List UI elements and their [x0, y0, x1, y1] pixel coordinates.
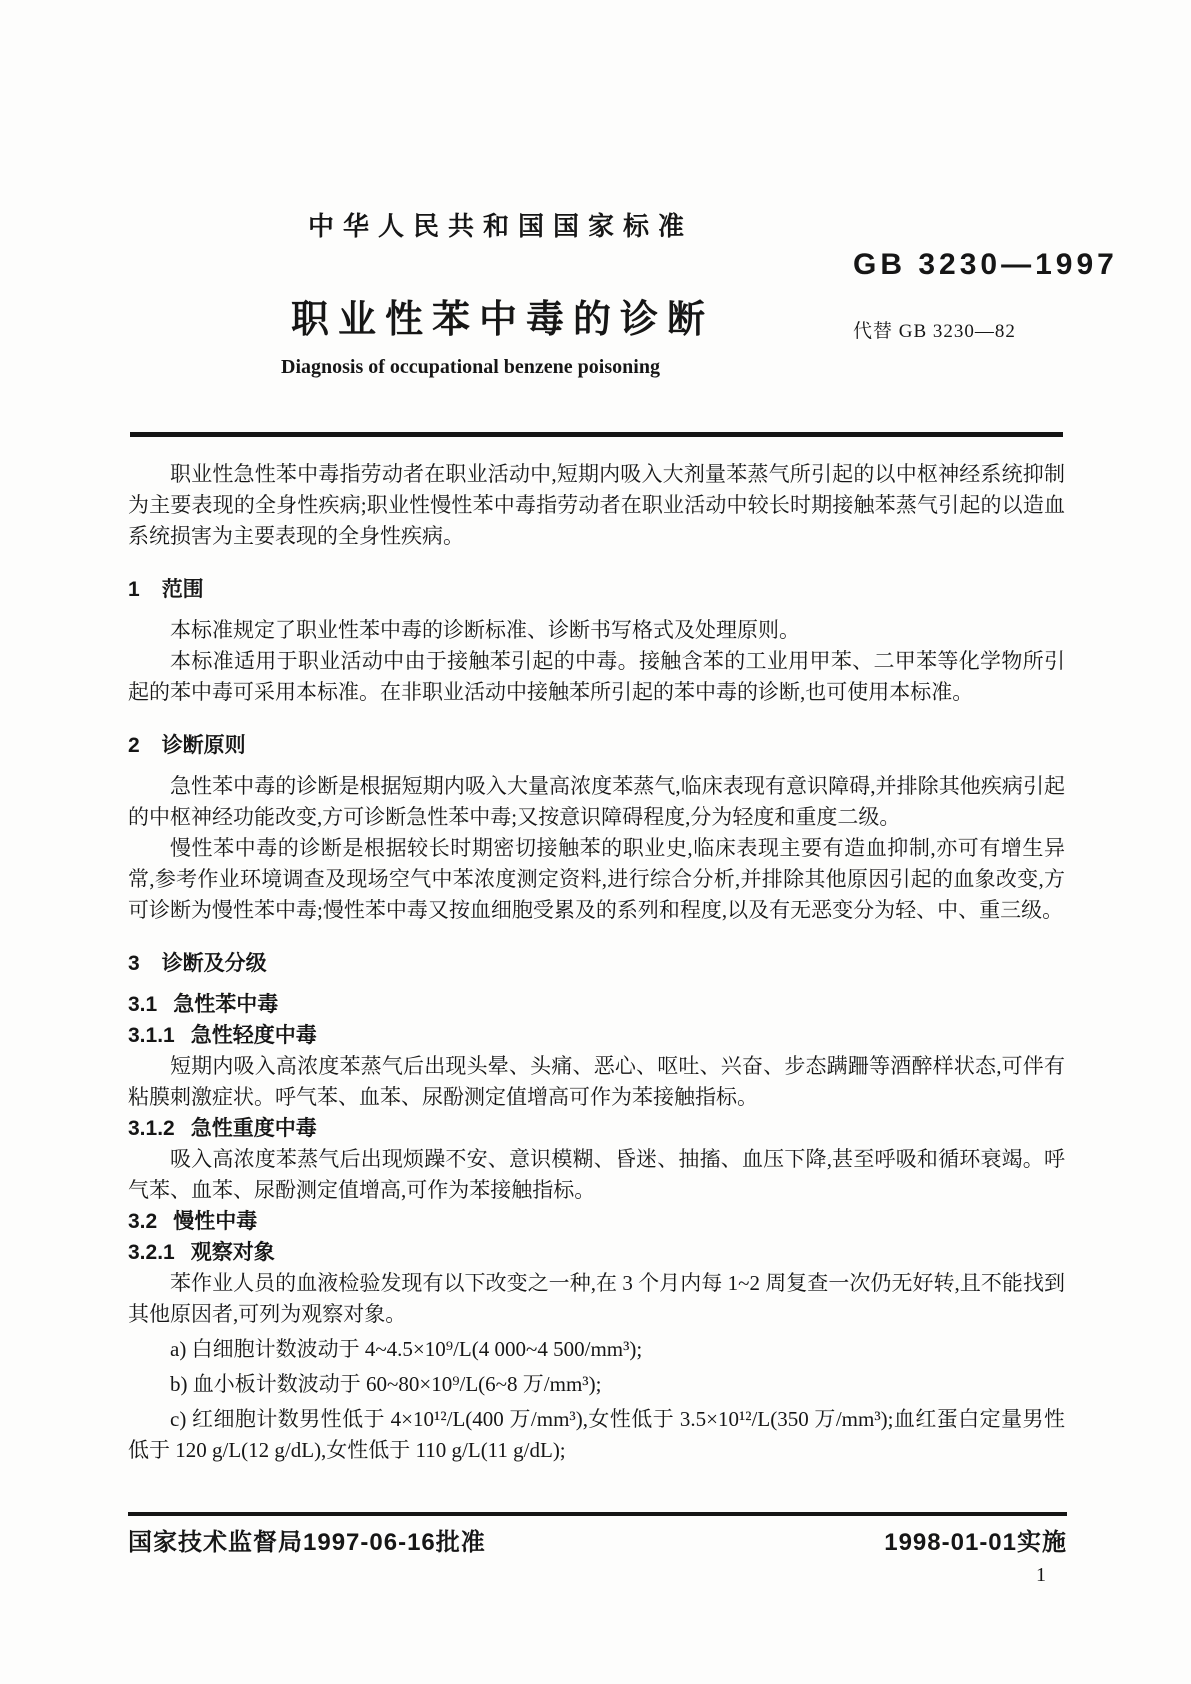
section-3-1-2-number: 3.1.2: [128, 1117, 175, 1140]
document-body: [128, 459, 1065, 1466]
section-3-2-1-heading: [128, 1237, 1065, 1268]
section-3-1-heading: [128, 989, 1065, 1020]
section-3-2-1-title: 观察对象: [190, 1241, 275, 1264]
section-3-2-title: 慢性中毒: [173, 1210, 258, 1233]
section-3-1-2-paragraph: 吸入高浓度苯蒸气后出现烦躁不安、意识模糊、昏迷、抽搐、血压下降,甚至呼吸和循环衰竭。呼气苯、血苯、尿酚测定值增高,可作为苯接触指标。: [128, 1147, 1065, 1202]
section-3-number: 3: [128, 952, 140, 975]
intro-paragraph: 职业性急性苯中毒指劳动者在职业活动中,短期内吸入大剂量苯蒸气所引起的以中枢神经系统抑制为主要表现的全身性疾病;职业性慢性苯中毒指劳动者在职业活动中较长时期接触苯蒸气引起的以造血系统损害为主要表现的全身性疾病。: [128, 462, 1065, 548]
section-2-number: 2: [128, 734, 140, 757]
section-3-1-number: 3.1: [128, 993, 158, 1016]
footer-effective-date: 1998-01-01实施: [884, 1529, 1067, 1556]
header-divider: [130, 432, 1063, 437]
section-1-heading: [128, 574, 1065, 605]
section-3-title: 诊断及分级: [161, 952, 267, 975]
standard-code: GB 3230—1997: [853, 248, 1118, 281]
section-3-1-title: 急性苯中毒: [173, 993, 279, 1016]
section-3-2-1-paragraph: 苯作业人员的血液检验发现有以下改变之一种,在 3 个月内每 1~2 周复查一次仍无好转,且不能找到其他原因者,可列为观察对象。: [128, 1271, 1065, 1326]
section-3-1-1-title: 急性轻度中毒: [190, 1024, 317, 1047]
footer-approval-note: 国家技术监督局1997-06-16批准: [128, 1529, 486, 1556]
footer-divider: [128, 1512, 1067, 1516]
document-title-en: Diagnosis of occupational benzene poisoning: [281, 356, 660, 378]
document-title-zh: 职业性苯中毒的诊断: [291, 299, 715, 341]
section-3-2-heading: [128, 1206, 1065, 1237]
list-item-c: c) 红细胞计数男性低于 4×10¹²/L(400 万/mm³),女性低于 3.5×10¹²/L(350 万/mm³);血红蛋白定量男性低于 120 g/L(12 g/dL),女性低于 110 g/L(11 g/dL);: [128, 1407, 1065, 1462]
section-2-paragraph-2: 慢性苯中毒的诊断是根据较长时期密切接触苯的职业史,临床表现主要有造血抑制,亦可有增生异常,参考作业环境调查及现场空气中苯浓度测定资料,进行综合分析,并排除其他原因引起的血象改变,方可诊断为慢性苯中毒;慢性苯中毒又按血细胞受累及的系列和程度,以及有无恶变分为轻、中、重三级。: [128, 836, 1065, 922]
supersedes-note: 代替 GB 3230—82: [853, 321, 1016, 342]
section-3-1-2-heading: [128, 1113, 1065, 1144]
section-3-2-1-number: 3.2.1: [128, 1241, 175, 1264]
list-item-a: a) 白细胞计数波动于 4~4.5×10⁹/L(4 000~4 500/mm³);: [170, 1337, 643, 1361]
section-3-heading: [128, 948, 1065, 979]
section-1-paragraph-2: 本标准适用于职业活动中由于接触苯引起的中毒。接触含苯的工业用甲苯、二甲苯等化学物所引起的苯中毒可采用本标准。在非职业活动中接触苯所引起的苯中毒的诊断,也可使用本标准。: [128, 649, 1065, 704]
section-3-1-1-heading: [128, 1020, 1065, 1051]
section-3-1-1-number: 3.1.1: [128, 1024, 175, 1047]
section-1-title: 范围: [161, 578, 204, 601]
section-2-paragraph-1: 急性苯中毒的诊断是根据短期内吸入大量高浓度苯蒸气,临床表现有意识障碍,并排除其他疾病引起的中枢神经功能改变,方可诊断急性苯中毒;又按意识障碍程度,分为轻度和重度二级。: [128, 774, 1065, 829]
standard-kind-label: 中华人民共和国国家标准: [308, 211, 694, 241]
section-2-title: 诊断原则: [161, 734, 246, 757]
section-3-1-2-title: 急性重度中毒: [190, 1117, 317, 1140]
list-item-b: b) 血小板计数波动于 60~80×10⁹/L(6~8 万/mm³);: [170, 1372, 602, 1396]
section-1-paragraph-1: 本标准规定了职业性苯中毒的诊断标准、诊断书写格式及处理原则。: [170, 618, 800, 642]
section-2-heading: [128, 730, 1065, 761]
page-number: 1: [1036, 1564, 1046, 1586]
section-1-number: 1: [128, 578, 140, 601]
section-3-1-1-paragraph: 短期内吸入高浓度苯蒸气后出现头晕、头痛、恶心、呕吐、兴奋、步态蹒跚等酒醉样状态,可伴有粘膜刺激症状。呼气苯、血苯、尿酚测定值增高可作为苯接触指标。: [128, 1054, 1065, 1109]
section-3-2-number: 3.2: [128, 1210, 158, 1233]
